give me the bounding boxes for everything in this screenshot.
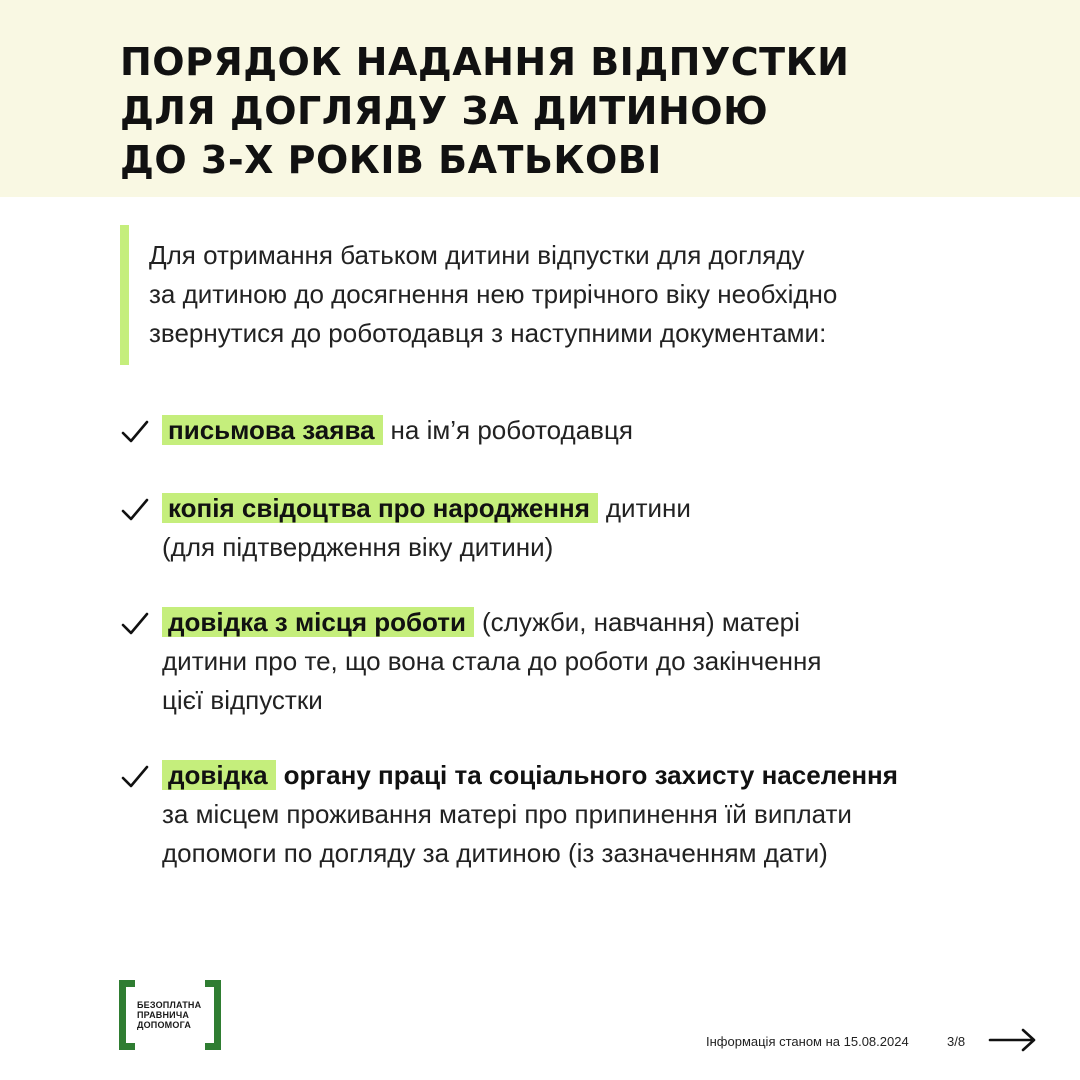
page-counter: 3/8: [947, 1034, 966, 1049]
title-line: ДО 3-Х РОКІВ БАТЬКОВІ: [120, 138, 662, 182]
item-text: дитини: [605, 493, 691, 523]
item-text: (служби, навчання) матері: [482, 607, 800, 637]
intro-line: звернутися до роботодавця з наступними документами:: [149, 318, 827, 348]
page-title: [120, 38, 849, 185]
title-line: ПОРЯДОК НАДАННЯ ВІДПУСТКИ: [120, 40, 850, 84]
checkmark-icon: [120, 762, 150, 792]
arrow-right-icon[interactable]: [988, 1027, 1038, 1053]
item-text: дитини про те, що вона стала до роботи до закінчення: [162, 646, 822, 676]
item-highlight: письмова заява: [162, 415, 383, 445]
title-line: ДЛЯ ДОГЛЯДУ ЗА ДИТИНОЮ: [120, 89, 769, 133]
logo-text: БЕЗОПЛАТНА ПРАВНИЧА ДОПОМОГА: [137, 1000, 202, 1030]
item-highlight: копія свідоцтва про народження: [162, 493, 598, 523]
intro-paragraph: [120, 225, 970, 365]
info-date: Інформація станом на 15.08.2024: [706, 1034, 909, 1049]
logo-bracket-right: [205, 980, 221, 1050]
item-text: допомоги по догляду за дитиною (із зазначенням дати): [162, 838, 828, 868]
item-text: за місцем проживання матері про припинення їй виплати: [162, 799, 852, 829]
intro-line: Для отримання батьком дитини відпустки для догляду: [149, 240, 805, 270]
logo-bracket-left: [119, 980, 135, 1050]
item-text: цієї відпустки: [162, 685, 323, 715]
item-text-bold: органу праці та соціального захисту населення: [283, 760, 898, 790]
item-text: на ім’я роботодавця: [390, 415, 633, 445]
checkmark-icon: [120, 609, 150, 639]
item-highlight: довідка з місця роботи: [162, 607, 474, 637]
item-highlight: довідка: [162, 760, 276, 790]
logo: [119, 980, 221, 1050]
checkmark-icon: [120, 495, 150, 525]
checkmark-icon: [120, 417, 150, 447]
item-text: (для підтвердження віку дитини): [162, 532, 554, 562]
intro-line: за дитиною до досягнення нею трирічного віку необхідно: [149, 279, 838, 309]
